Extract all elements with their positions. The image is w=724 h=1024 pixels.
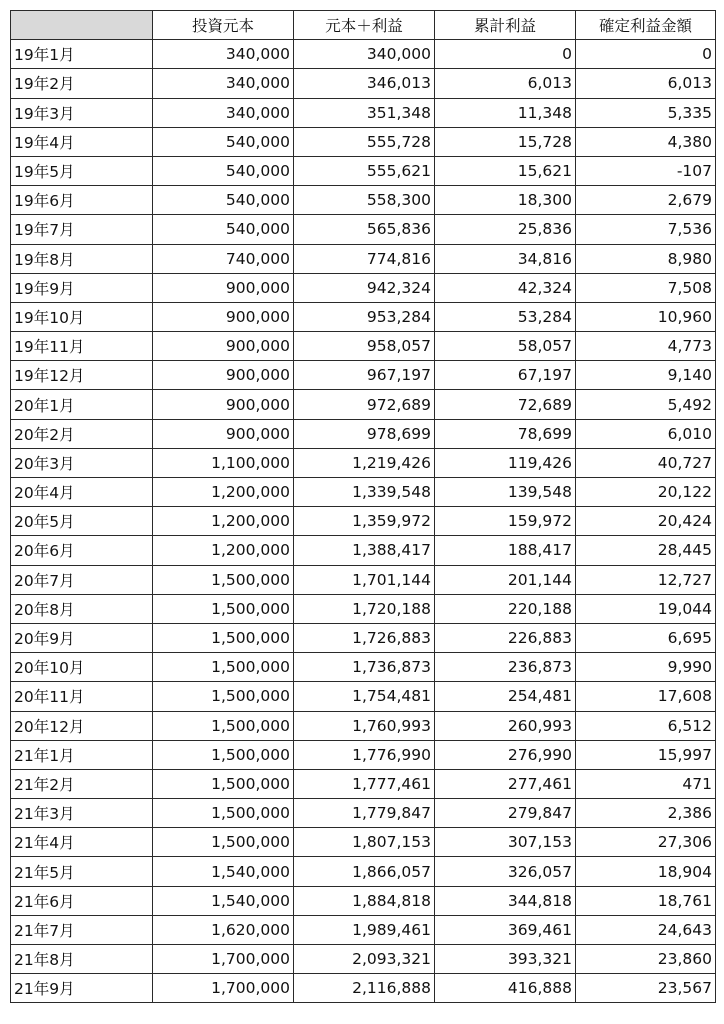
month-cell: 20年7月: [11, 565, 153, 594]
cumulative-profit-cell: 0: [435, 40, 576, 69]
month-cell: 20年3月: [11, 448, 153, 477]
cumulative-profit-cell: 188,417: [435, 536, 576, 565]
realized-profit-cell: 40,727: [576, 448, 716, 477]
table-row: [11, 127, 716, 156]
month-cell: 21年5月: [11, 857, 153, 886]
realized-profit-cell: 6,013: [576, 69, 716, 98]
principal-plus-profit-cell: 1,219,426: [294, 448, 435, 477]
realized-profit-cell: 10,960: [576, 302, 716, 331]
principal-plus-profit-cell: 953,284: [294, 302, 435, 331]
table-row: [11, 390, 716, 419]
principal-plus-profit-cell: 1,754,481: [294, 682, 435, 711]
cumulative-profit-cell: 6,013: [435, 69, 576, 98]
month-cell: 19年1月: [11, 40, 153, 69]
principal-cell: 900,000: [153, 273, 294, 302]
principal-cell: 340,000: [153, 40, 294, 69]
realized-profit-cell: 23,860: [576, 945, 716, 974]
month-cell: 19年6月: [11, 186, 153, 215]
cumulative-profit-cell: 159,972: [435, 507, 576, 536]
month-cell: 21年7月: [11, 915, 153, 944]
cumulative-profit-cell: 201,144: [435, 565, 576, 594]
principal-cell: 1,540,000: [153, 886, 294, 915]
header-cumulative-profit: 累計利益: [435, 11, 576, 40]
table-row: [11, 361, 716, 390]
realized-profit-cell: 20,424: [576, 507, 716, 536]
month-cell: 19年10月: [11, 302, 153, 331]
month-cell: 19年4月: [11, 127, 153, 156]
principal-cell: 900,000: [153, 419, 294, 448]
realized-profit-cell: 9,140: [576, 361, 716, 390]
table-row: [11, 974, 716, 1003]
principal-cell: 1,500,000: [153, 799, 294, 828]
table-row: [11, 915, 716, 944]
cumulative-profit-cell: 220,188: [435, 594, 576, 623]
principal-cell: 1,500,000: [153, 740, 294, 769]
cumulative-profit-cell: 119,426: [435, 448, 576, 477]
principal-cell: 900,000: [153, 332, 294, 361]
principal-cell: 340,000: [153, 98, 294, 127]
realized-profit-cell: 9,990: [576, 653, 716, 682]
realized-profit-cell: 24,643: [576, 915, 716, 944]
cumulative-profit-cell: 11,348: [435, 98, 576, 127]
principal-cell: 1,700,000: [153, 974, 294, 1003]
principal-cell: 740,000: [153, 244, 294, 273]
header-principal-plus-profit: 元本＋利益: [294, 11, 435, 40]
principal-cell: 1,200,000: [153, 507, 294, 536]
table-row: [11, 69, 716, 98]
principal-plus-profit-cell: 558,300: [294, 186, 435, 215]
table-row: [11, 332, 716, 361]
month-cell: 19年3月: [11, 98, 153, 127]
table-row: [11, 711, 716, 740]
realized-profit-cell: 15,997: [576, 740, 716, 769]
realized-profit-cell: -107: [576, 156, 716, 185]
cumulative-profit-cell: 53,284: [435, 302, 576, 331]
principal-plus-profit-cell: 1,359,972: [294, 507, 435, 536]
cumulative-profit-cell: 254,481: [435, 682, 576, 711]
principal-cell: 540,000: [153, 215, 294, 244]
principal-cell: 540,000: [153, 127, 294, 156]
cumulative-profit-cell: 279,847: [435, 799, 576, 828]
principal-cell: 1,500,000: [153, 594, 294, 623]
cumulative-profit-cell: 139,548: [435, 478, 576, 507]
principal-plus-profit-cell: 2,116,888: [294, 974, 435, 1003]
principal-plus-profit-cell: 1,760,993: [294, 711, 435, 740]
table-row: [11, 740, 716, 769]
principal-plus-profit-cell: 555,728: [294, 127, 435, 156]
cumulative-profit-cell: 18,300: [435, 186, 576, 215]
principal-cell: 1,100,000: [153, 448, 294, 477]
principal-cell: 1,500,000: [153, 653, 294, 682]
table-row: [11, 40, 716, 69]
cumulative-profit-cell: 25,836: [435, 215, 576, 244]
month-cell: 20年11月: [11, 682, 153, 711]
realized-profit-cell: 12,727: [576, 565, 716, 594]
realized-profit-cell: 20,122: [576, 478, 716, 507]
realized-profit-cell: 6,695: [576, 623, 716, 652]
table-row: [11, 536, 716, 565]
table-row: [11, 215, 716, 244]
principal-plus-profit-cell: 565,836: [294, 215, 435, 244]
realized-profit-cell: 17,608: [576, 682, 716, 711]
principal-plus-profit-cell: 978,699: [294, 419, 435, 448]
cumulative-profit-cell: 307,153: [435, 828, 576, 857]
principal-plus-profit-cell: 1,388,417: [294, 536, 435, 565]
principal-cell: 540,000: [153, 156, 294, 185]
principal-plus-profit-cell: 1,776,990: [294, 740, 435, 769]
principal-plus-profit-cell: 1,720,188: [294, 594, 435, 623]
table-row: [11, 594, 716, 623]
realized-profit-cell: 7,508: [576, 273, 716, 302]
realized-profit-cell: 4,380: [576, 127, 716, 156]
month-cell: 20年2月: [11, 419, 153, 448]
header-principal: 投資元本: [153, 11, 294, 40]
cumulative-profit-cell: 67,197: [435, 361, 576, 390]
table-row: [11, 98, 716, 127]
cumulative-profit-cell: 78,699: [435, 419, 576, 448]
principal-cell: 1,200,000: [153, 478, 294, 507]
principal-plus-profit-cell: 1,777,461: [294, 769, 435, 798]
month-cell: 20年8月: [11, 594, 153, 623]
realized-profit-cell: 18,761: [576, 886, 716, 915]
realized-profit-cell: 18,904: [576, 857, 716, 886]
cumulative-profit-cell: 326,057: [435, 857, 576, 886]
table-row: [11, 419, 716, 448]
month-cell: 21年9月: [11, 974, 153, 1003]
month-cell: 20年1月: [11, 390, 153, 419]
principal-cell: 1,500,000: [153, 565, 294, 594]
month-cell: 21年8月: [11, 945, 153, 974]
principal-cell: 1,500,000: [153, 828, 294, 857]
cumulative-profit-cell: 393,321: [435, 945, 576, 974]
principal-cell: 1,500,000: [153, 769, 294, 798]
principal-cell: 1,200,000: [153, 536, 294, 565]
principal-plus-profit-cell: 1,989,461: [294, 915, 435, 944]
month-cell: 21年1月: [11, 740, 153, 769]
principal-plus-profit-cell: 942,324: [294, 273, 435, 302]
cumulative-profit-cell: 276,990: [435, 740, 576, 769]
cumulative-profit-cell: 34,816: [435, 244, 576, 273]
principal-plus-profit-cell: 1,726,883: [294, 623, 435, 652]
realized-profit-cell: 0: [576, 40, 716, 69]
cumulative-profit-cell: 369,461: [435, 915, 576, 944]
principal-plus-profit-cell: 351,348: [294, 98, 435, 127]
principal-cell: 340,000: [153, 69, 294, 98]
principal-plus-profit-cell: 2,093,321: [294, 945, 435, 974]
realized-profit-cell: 8,980: [576, 244, 716, 273]
month-cell: 20年12月: [11, 711, 153, 740]
table-row: [11, 799, 716, 828]
table-row: [11, 448, 716, 477]
table-row: [11, 828, 716, 857]
cumulative-profit-cell: 277,461: [435, 769, 576, 798]
principal-cell: 1,620,000: [153, 915, 294, 944]
table-row: [11, 244, 716, 273]
realized-profit-cell: 28,445: [576, 536, 716, 565]
month-cell: 20年10月: [11, 653, 153, 682]
realized-profit-cell: 23,567: [576, 974, 716, 1003]
table-row: [11, 273, 716, 302]
month-cell: 20年9月: [11, 623, 153, 652]
principal-cell: 900,000: [153, 390, 294, 419]
principal-cell: 1,540,000: [153, 857, 294, 886]
realized-profit-cell: 2,679: [576, 186, 716, 215]
cumulative-profit-cell: 226,883: [435, 623, 576, 652]
principal-plus-profit-cell: 346,013: [294, 69, 435, 98]
principal-cell: 1,700,000: [153, 945, 294, 974]
principal-plus-profit-cell: 555,621: [294, 156, 435, 185]
realized-profit-cell: 27,306: [576, 828, 716, 857]
principal-cell: 1,500,000: [153, 623, 294, 652]
month-cell: 20年5月: [11, 507, 153, 536]
principal-plus-profit-cell: 958,057: [294, 332, 435, 361]
table-row: [11, 507, 716, 536]
cumulative-profit-cell: 15,621: [435, 156, 576, 185]
cumulative-profit-cell: 58,057: [435, 332, 576, 361]
month-cell: 19年2月: [11, 69, 153, 98]
table-row: [11, 682, 716, 711]
principal-cell: 1,500,000: [153, 711, 294, 740]
month-cell: 21年3月: [11, 799, 153, 828]
investment-table: [10, 10, 716, 1003]
month-cell: 21年6月: [11, 886, 153, 915]
table-row: [11, 302, 716, 331]
month-cell: 21年2月: [11, 769, 153, 798]
principal-plus-profit-cell: 967,197: [294, 361, 435, 390]
month-cell: 19年5月: [11, 156, 153, 185]
table-row: [11, 156, 716, 185]
cumulative-profit-cell: 416,888: [435, 974, 576, 1003]
header-realized-profit: 確定利益金額: [576, 11, 716, 40]
cumulative-profit-cell: 72,689: [435, 390, 576, 419]
header-corner-cell: [11, 11, 153, 40]
realized-profit-cell: 471: [576, 769, 716, 798]
principal-plus-profit-cell: 340,000: [294, 40, 435, 69]
table-row: [11, 857, 716, 886]
month-cell: 21年4月: [11, 828, 153, 857]
table-row: [11, 565, 716, 594]
principal-cell: 540,000: [153, 186, 294, 215]
cumulative-profit-cell: 344,818: [435, 886, 576, 915]
month-cell: 19年11月: [11, 332, 153, 361]
table-row: [11, 886, 716, 915]
principal-cell: 1,500,000: [153, 682, 294, 711]
realized-profit-cell: 7,536: [576, 215, 716, 244]
realized-profit-cell: 5,335: [576, 98, 716, 127]
principal-plus-profit-cell: 1,866,057: [294, 857, 435, 886]
realized-profit-cell: 19,044: [576, 594, 716, 623]
principal-plus-profit-cell: 972,689: [294, 390, 435, 419]
principal-plus-profit-cell: 774,816: [294, 244, 435, 273]
month-cell: 20年6月: [11, 536, 153, 565]
table-row: [11, 769, 716, 798]
month-cell: 19年12月: [11, 361, 153, 390]
month-cell: 19年9月: [11, 273, 153, 302]
principal-plus-profit-cell: 1,701,144: [294, 565, 435, 594]
realized-profit-cell: 5,492: [576, 390, 716, 419]
month-cell: 19年8月: [11, 244, 153, 273]
table-row: [11, 623, 716, 652]
principal-plus-profit-cell: 1,339,548: [294, 478, 435, 507]
cumulative-profit-cell: 15,728: [435, 127, 576, 156]
principal-plus-profit-cell: 1,736,873: [294, 653, 435, 682]
realized-profit-cell: 4,773: [576, 332, 716, 361]
table-row: [11, 653, 716, 682]
principal-plus-profit-cell: 1,884,818: [294, 886, 435, 915]
principal-plus-profit-cell: 1,807,153: [294, 828, 435, 857]
table-body: [11, 40, 716, 1003]
table-row: [11, 478, 716, 507]
realized-profit-cell: 6,010: [576, 419, 716, 448]
principal-plus-profit-cell: 1,779,847: [294, 799, 435, 828]
cumulative-profit-cell: 260,993: [435, 711, 576, 740]
table-row: [11, 186, 716, 215]
table-row: [11, 945, 716, 974]
cumulative-profit-cell: 236,873: [435, 653, 576, 682]
cumulative-profit-cell: 42,324: [435, 273, 576, 302]
realized-profit-cell: 2,386: [576, 799, 716, 828]
month-cell: 20年4月: [11, 478, 153, 507]
principal-cell: 900,000: [153, 302, 294, 331]
header-row: [11, 11, 716, 40]
realized-profit-cell: 6,512: [576, 711, 716, 740]
month-cell: 19年7月: [11, 215, 153, 244]
principal-cell: 900,000: [153, 361, 294, 390]
